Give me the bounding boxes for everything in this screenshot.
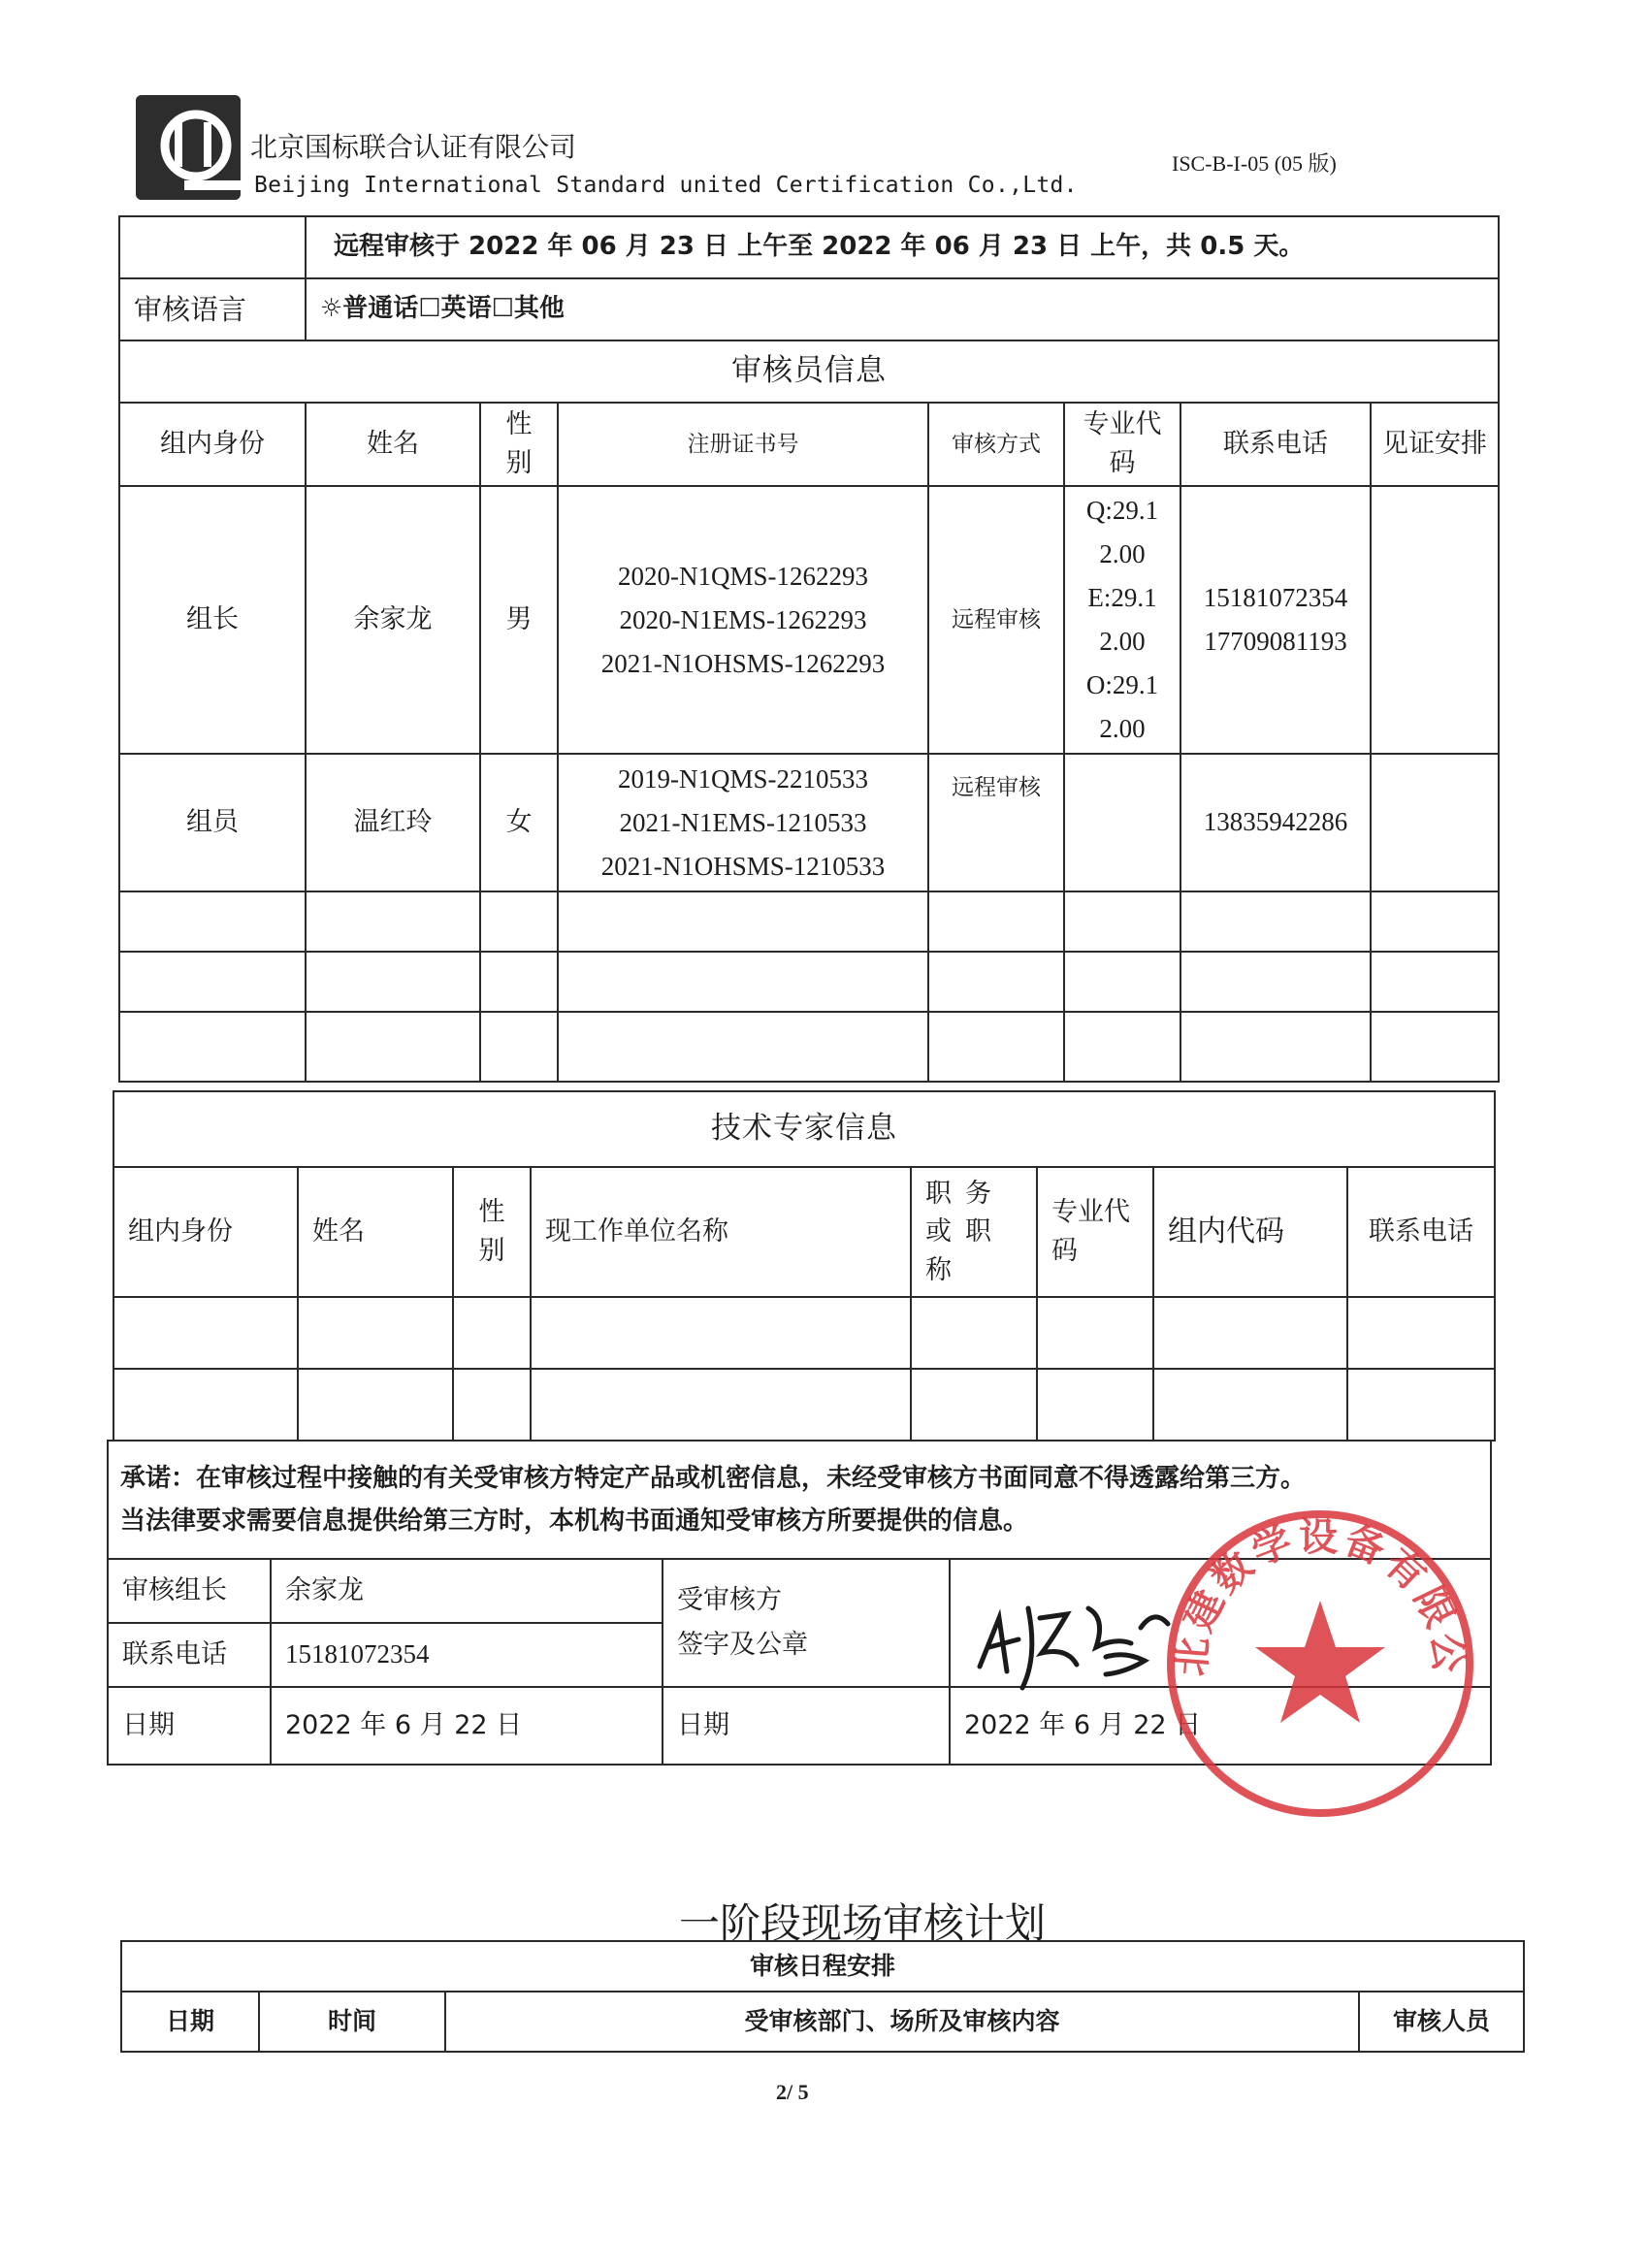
audit-language-label: 审核语言 xyxy=(119,278,306,340)
col-witness-header: 见证安排 xyxy=(1371,403,1499,486)
cert-number: 2020-N1QMS-1262293 xyxy=(617,561,868,591)
col-name-header: 姓名 xyxy=(298,1167,453,1297)
leader-role: 组长 xyxy=(119,486,306,754)
company-logo-icon xyxy=(136,95,241,200)
table-row xyxy=(119,754,1499,891)
audit-plan-table xyxy=(120,1940,1525,2053)
seal-text: 北建数学设备有限公 xyxy=(1169,1515,1471,1678)
member-name: 温红玲 xyxy=(306,754,480,891)
company-seal-icon xyxy=(1160,1504,1480,1824)
auditee-date-value: 2022 年 6 月 22 日 xyxy=(950,1687,1491,1765)
cert-number: 2021-N1OHSMS-1262293 xyxy=(600,648,886,678)
member-role: 组员 xyxy=(119,754,306,891)
col-phone-header: 联系电话 xyxy=(1347,1167,1495,1297)
col-name-header: 姓名 xyxy=(306,403,480,486)
member-phones xyxy=(1180,754,1371,891)
expert-header-row xyxy=(113,1167,1495,1297)
table-row-empty xyxy=(119,952,1499,1012)
expert-info-table xyxy=(113,1090,1496,1442)
member-witness xyxy=(1371,754,1499,891)
code-line: 2.00 xyxy=(1099,539,1146,568)
plan-col-date: 日期 xyxy=(121,1992,259,2052)
code-line: 2.00 xyxy=(1099,627,1146,656)
phone-number: 15181072354 xyxy=(1203,583,1348,612)
leader-codes xyxy=(1064,486,1180,754)
col-role-header: 组内身份 xyxy=(119,403,306,486)
commitment-line: 承诺：在审核过程中接触的有关受审核方特定产品或机密信息，未经受审核方书面同意不得透露给第三方。 xyxy=(120,1464,1307,1493)
col-title-header: 职务或职称 xyxy=(911,1167,1037,1297)
code-line: 2.00 xyxy=(1099,714,1146,743)
table-row-empty xyxy=(119,891,1499,952)
plan-col-time: 时间 xyxy=(259,1992,445,2052)
phone-value: 15181072354 xyxy=(271,1623,663,1687)
schedule-label-cell xyxy=(119,216,306,278)
col-gender-header: 性别 xyxy=(480,403,558,486)
remote-audit-schedule: 远程审核于 2022 年 06 月 23 日 上午至 2022 年 06 月 23 日 上午，共 0.5 天。 xyxy=(306,216,1499,278)
audit-language-options: ☼普通话☐英语☐其他 xyxy=(306,278,1499,340)
leader-name: 余家龙 xyxy=(306,486,480,754)
phone-label: 联系电话 xyxy=(108,1623,271,1687)
expert-info-title: 技术专家信息 xyxy=(113,1091,1495,1167)
cert-number: 2020-N1EMS-1262293 xyxy=(619,604,867,634)
member-certs xyxy=(558,754,928,891)
col-group-code-header: 组内代码 xyxy=(1153,1167,1347,1297)
cert-number: 2021-N1EMS-1210533 xyxy=(619,807,867,837)
col-gender-header: 性别 xyxy=(453,1167,531,1297)
member-gender: 女 xyxy=(480,754,558,891)
auditee-label-line: 受审核方 xyxy=(677,1585,782,1615)
leader-label: 审核组长 xyxy=(108,1559,271,1623)
col-code-header: 专业代码 xyxy=(1037,1167,1153,1297)
auditee-signature-label xyxy=(663,1559,950,1687)
leader-gender: 男 xyxy=(480,486,558,754)
cert-number: 2019-N1QMS-2210533 xyxy=(617,763,868,794)
col-phone-header: 联系电话 xyxy=(1180,403,1371,486)
table-row-empty xyxy=(119,1012,1499,1082)
auditor-info-title: 审核员信息 xyxy=(119,340,1499,403)
plan-schedule-header: 审核日程安排 xyxy=(121,1941,1524,1992)
plan-title: 一阶段现场审核计划 xyxy=(679,1899,1047,1947)
col-cert-header: 注册证书号 xyxy=(558,403,928,486)
plan-col-content: 受审核部门、场所及审核内容 xyxy=(445,1992,1359,2052)
code-line: E:29.1 xyxy=(1087,583,1157,612)
company-name-en: Beijing International Standard united Certification Co.,Ltd. xyxy=(254,173,1078,198)
auditor-header-row xyxy=(119,403,1499,486)
member-method: 远程审核 xyxy=(928,754,1064,891)
col-code-header: 专业代码 xyxy=(1064,403,1180,486)
member-codes xyxy=(1064,754,1180,891)
code-line: Q:29.1 xyxy=(1085,496,1159,525)
phone-number: 13835942286 xyxy=(1203,807,1348,837)
col-role-header: 组内身份 xyxy=(113,1167,298,1297)
table-row-empty xyxy=(113,1369,1495,1441)
table-row xyxy=(119,486,1499,754)
audit-form-table xyxy=(118,215,1500,1083)
col-employer-header: 现工作单位名称 xyxy=(531,1167,911,1297)
auditee-date-label: 日期 xyxy=(663,1687,950,1765)
phone-number: 17709081193 xyxy=(1204,627,1347,656)
table-row-empty xyxy=(113,1297,1495,1369)
date-label: 日期 xyxy=(108,1687,271,1765)
company-name-cn: 北京国标联合认证有限公司 xyxy=(250,131,577,163)
cert-number: 2021-N1OHSMS-1210533 xyxy=(600,851,886,881)
auditee-label-line: 签字及公章 xyxy=(677,1630,808,1660)
code-line: O:29.1 xyxy=(1085,670,1159,699)
form-code: ISC-B-I-05 (05 版) xyxy=(1172,151,1337,176)
plan-header-row xyxy=(121,1992,1524,2052)
leader-phones xyxy=(1180,486,1371,754)
col-method-header: 审核方式 xyxy=(928,403,1064,486)
leader-value: 余家龙 xyxy=(271,1559,663,1623)
plan-col-auditors: 审核人员 xyxy=(1359,1992,1524,2052)
page-number: 2/ 5 xyxy=(776,2080,809,2104)
date-value: 2022 年 6 月 22 日 xyxy=(271,1687,663,1765)
handwritten-signature-icon xyxy=(960,1579,1183,1705)
leader-method: 远程审核 xyxy=(928,486,1064,754)
leader-witness xyxy=(1371,486,1499,754)
leader-certs xyxy=(558,486,928,754)
commitment-line: 当法律要求需要信息提供给第三方时，本机构书面通知受审核方所要提供的信息。 xyxy=(120,1507,1029,1536)
